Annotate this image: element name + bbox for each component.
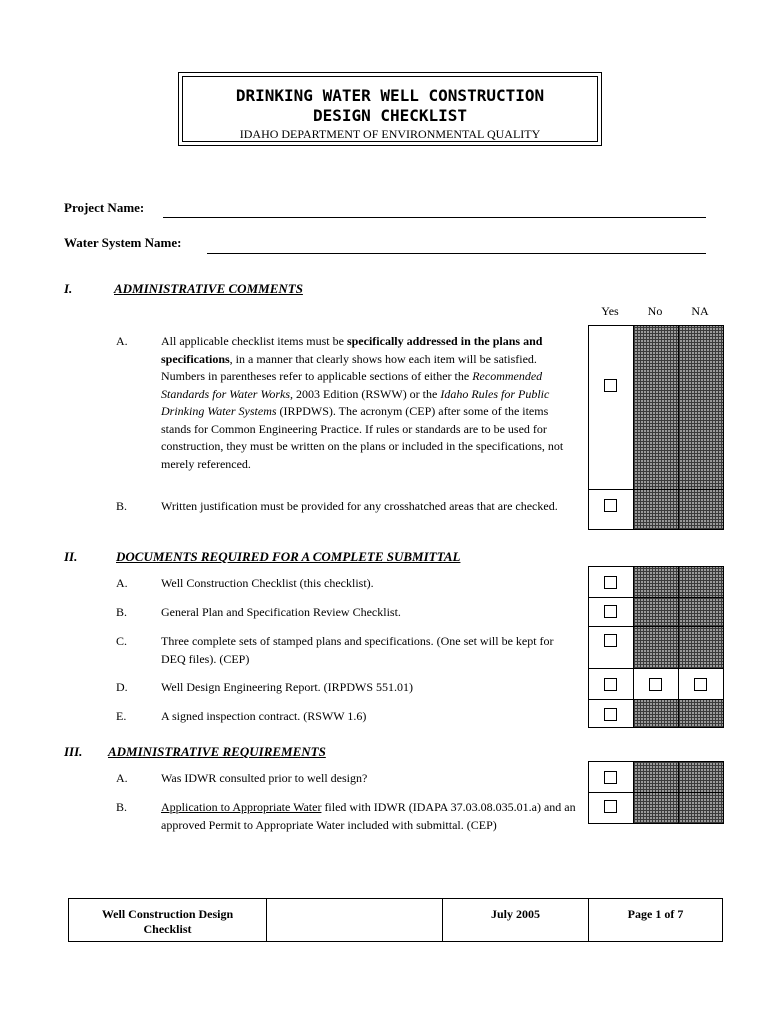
section-1-number: I. [64,281,73,296]
item-2e-letter: E. [116,709,127,723]
item-1b-letter: B. [116,499,128,513]
column-yes-header: Yes [601,304,619,318]
item-3b-text: Application to Appropriate Water filed with IDWR (IDAPA 37.03.08.035.01.a) and an approved Permit to Appropriate Water included with submittal. (CEP) [161,800,576,832]
page-footer [68,898,723,942]
item-2e-yes-checkbox[interactable] [604,708,617,721]
appropriate-water-link[interactable]: Application to Appropriate Water [161,800,322,814]
item-3b-letter: B. [116,800,128,814]
footer-date: July 2005 [490,907,540,921]
item-2d-no-checkbox[interactable] [649,678,662,691]
item-2c-letter: C. [116,634,128,648]
water-system-input[interactable] [207,253,706,254]
item-2b-letter: B. [116,605,128,619]
title-box [178,72,602,146]
item-2e-text: A signed inspection contract. (RSWW 1.6) [161,709,367,723]
item-2d-na-checkbox[interactable] [694,678,707,691]
item-2b-yes-checkbox[interactable] [604,605,617,618]
item-2b-text: General Plan and Specification Review Checklist. [161,605,401,619]
item-3b-yes-checkbox[interactable] [604,800,617,813]
item-3a-text: Was IDWR consulted prior to well design? [161,771,368,785]
water-system-label: Water System Name: [64,235,182,250]
item-1b-yes-checkbox[interactable] [604,499,617,512]
title-inner-border [182,76,598,142]
section-2-number: II. [64,549,78,564]
item-2a-text: Well Construction Checklist (this checklist). [161,576,374,590]
item-1a-letter: A. [116,334,128,348]
item-2c-text: Three complete sets of stamped plans and specifications. (One set will be kept for DEQ files). (CEP) [161,634,554,666]
title-line-1: DRINKING WATER WELL CONSTRUCTION [235,86,545,105]
item-2d-text: Well Design Engineering Report. (IRPDWS 551.01) [161,680,413,694]
item-2c-yes-checkbox[interactable] [604,634,617,647]
section-3-title: ADMINISTRATIVE REQUIREMENTS [108,744,326,759]
item-3a-yes-checkbox[interactable] [604,771,617,784]
footer-blank-cell [267,899,442,941]
item-1a-text: All applicable checklist items must be specifically addressed in the plans and specifications, in a manner that clearly shows how each item will be satisfied. Numbers in parentheses refer to applicable sections of either the Recommended Standards for Water Works, 2003 Edition (RSWW) or the Idaho Rules for Public Drinking Water Systems (IRPDWS). The acronym (CEP) after some of the items stands for Common Engineering Practice. If rules or standards are to be used for construction, they must be written on the plans or included in the specifications, not merely referenced. [161,334,564,471]
section-2-title: DOCUMENTS REQUIRED FOR A COMPLETE SUBMITTAL [116,549,461,564]
item-2a-letter: A. [116,576,128,590]
section-3-checkbox-grid [588,761,724,824]
column-no-header: No [647,304,663,318]
item-3a-letter: A. [116,771,128,785]
project-name-input[interactable] [163,217,706,218]
section-1-title: ADMINISTRATIVE COMMENTS [114,281,303,296]
item-1b-text: Written justification must be provided for any crosshatched areas that are checked. [161,499,558,513]
item-2a-yes-checkbox[interactable] [604,576,617,589]
footer-page-number: Page 1 of 7 [627,907,684,921]
title-line-2: DESIGN CHECKLIST [312,106,468,125]
item-1a-yes-checkbox[interactable] [604,379,617,392]
item-2d-letter: D. [116,680,128,694]
section-2-checkbox-grid [588,566,724,728]
project-name-label: Project Name: [64,200,145,215]
item-2d-yes-checkbox[interactable] [604,678,617,691]
column-na-header: NA [691,304,709,318]
section-3-number: III. [64,744,83,759]
footer-doc-title: Well Construction Design Checklist [101,907,234,936]
agency-name: IDAHO DEPARTMENT OF ENVIRONMENTAL QUALITY [239,127,541,141]
section-1-checkbox-grid [588,325,724,530]
